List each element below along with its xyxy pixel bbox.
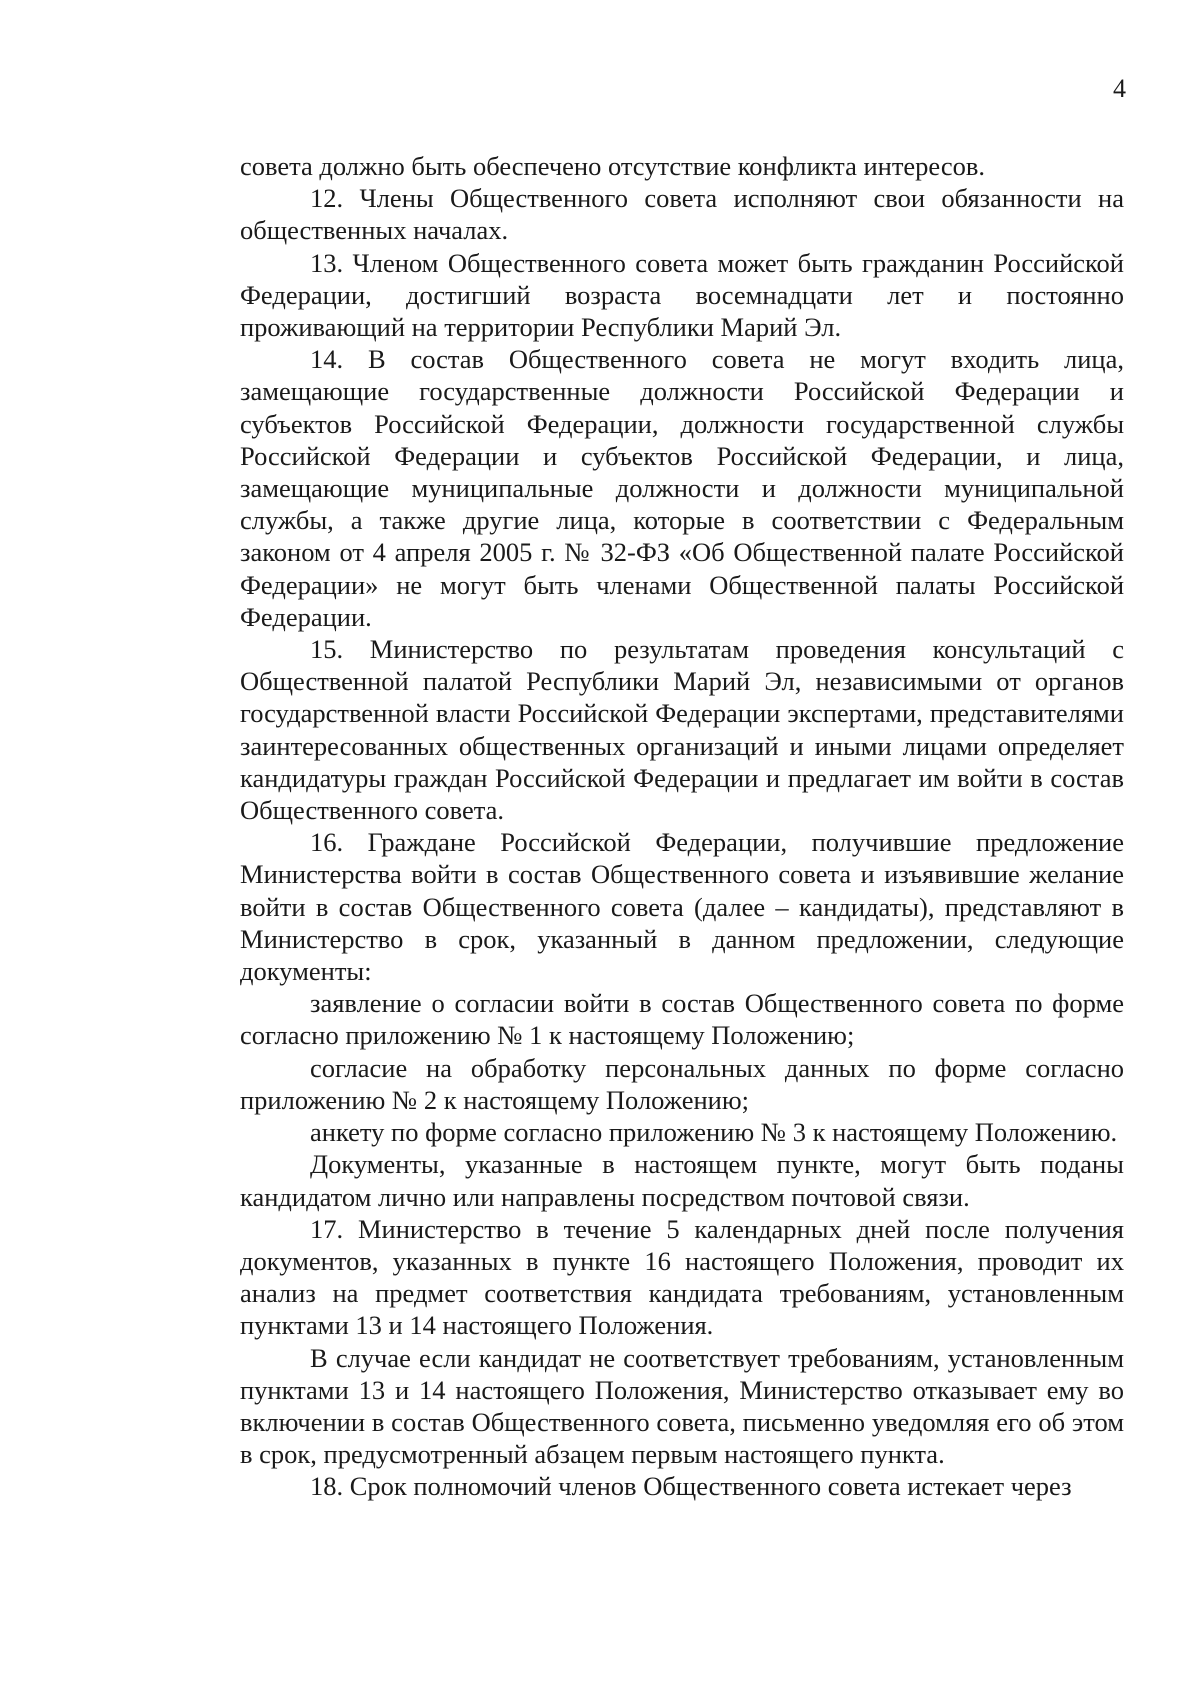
document-body: [240, 150, 1124, 1503]
page-number: 4: [1113, 74, 1126, 103]
paragraph-18: 18. Срок полномочий членов Общественного совета истекает через: [310, 1471, 1072, 1502]
paragraph-16-item-consent: согласие на обработку персональных данных по форме согласно приложению № 2 к настоящему Положению;: [240, 1052, 1124, 1115]
paragraph-continuation: совета должно быть обеспечено отсутствие конфликта интересов.: [240, 151, 985, 181]
paragraph-15: 15. Министерство по результатам проведения консультаций с Общественной палатой Республики Марий Эл, независимыми от органов государственной власти Российской Федерации экспертами, представителями заинтересованных общественных организаций и иными лицами определяет кандидатуры граждан Российской Федерации и предлагает им войти в состав Общественного совета.: [240, 634, 1124, 826]
paragraph-13: 13. Членом Общественного совета может быть гражданин Российской Федерации, достигший возраста восемнадцати лет и постоянно проживающий на территории Республики Марий Эл.: [240, 247, 1124, 343]
paragraph-17: 17. Министерство в течение 5 календарных дней после получения документов, указанных в пункте 16 настоящего Положения, проводит их анализ на предмет соответствия кандидата требованиям, установленным пунктами 13 и 14 настоящего Положения.: [240, 1213, 1124, 1341]
paragraph-14: 14. В состав Общественного совета не могут входить лица, замещающие государственные должности Российской Федерации и субъектов Российской Федерации, должности государственной службы Российской Федерации и субъектов Российской Федерации, и лица, замещающие муниципальные должности и должности муниципальной службы, а также другие лица, которые в соответствии с Федеральным законом от 4 апреля 2005 г. № 32-ФЗ «Об Общественной палате Российской Федерации» не могут быть членами Общественной палаты Российской Федерации.: [240, 344, 1124, 632]
paragraph-16-item-application: заявление о согласии войти в состав Общественного совета по форме согласно приложению № 1 к настоящему Положению;: [240, 988, 1124, 1051]
paragraph-16: 16. Граждане Российской Федерации, получившие предложение Министерства войти в состав Общественного совета и изъявившие желание войти в состав Общественного совета (далее – кандидаты), представляют в Министерство в срок, указанный в данном предложении, следующие документы:: [240, 827, 1124, 987]
paragraph-16-documents-submission: Документы, указанные в настоящем пункте, могут быть поданы кандидатом лично или направлены посредством почтовой связи.: [240, 1149, 1124, 1212]
paragraph-16-item-questionnaire: анкету по форме согласно приложению № 3 к настоящему Положению.: [310, 1117, 1118, 1148]
paragraph-12: 12. Члены Общественного совета исполняют свои обязанности на общественных началах.: [240, 183, 1124, 246]
paragraph-17-refusal: В случае если кандидат не соответствует требованиям, установленным пунктами 13 и 14 настоящего Положения, Министерство отказывает ему во включении в состав Общественного совета, письменно уведомляя его об этом в срок, предусмотренный абзацем первым настоящего пункта.: [240, 1342, 1124, 1470]
